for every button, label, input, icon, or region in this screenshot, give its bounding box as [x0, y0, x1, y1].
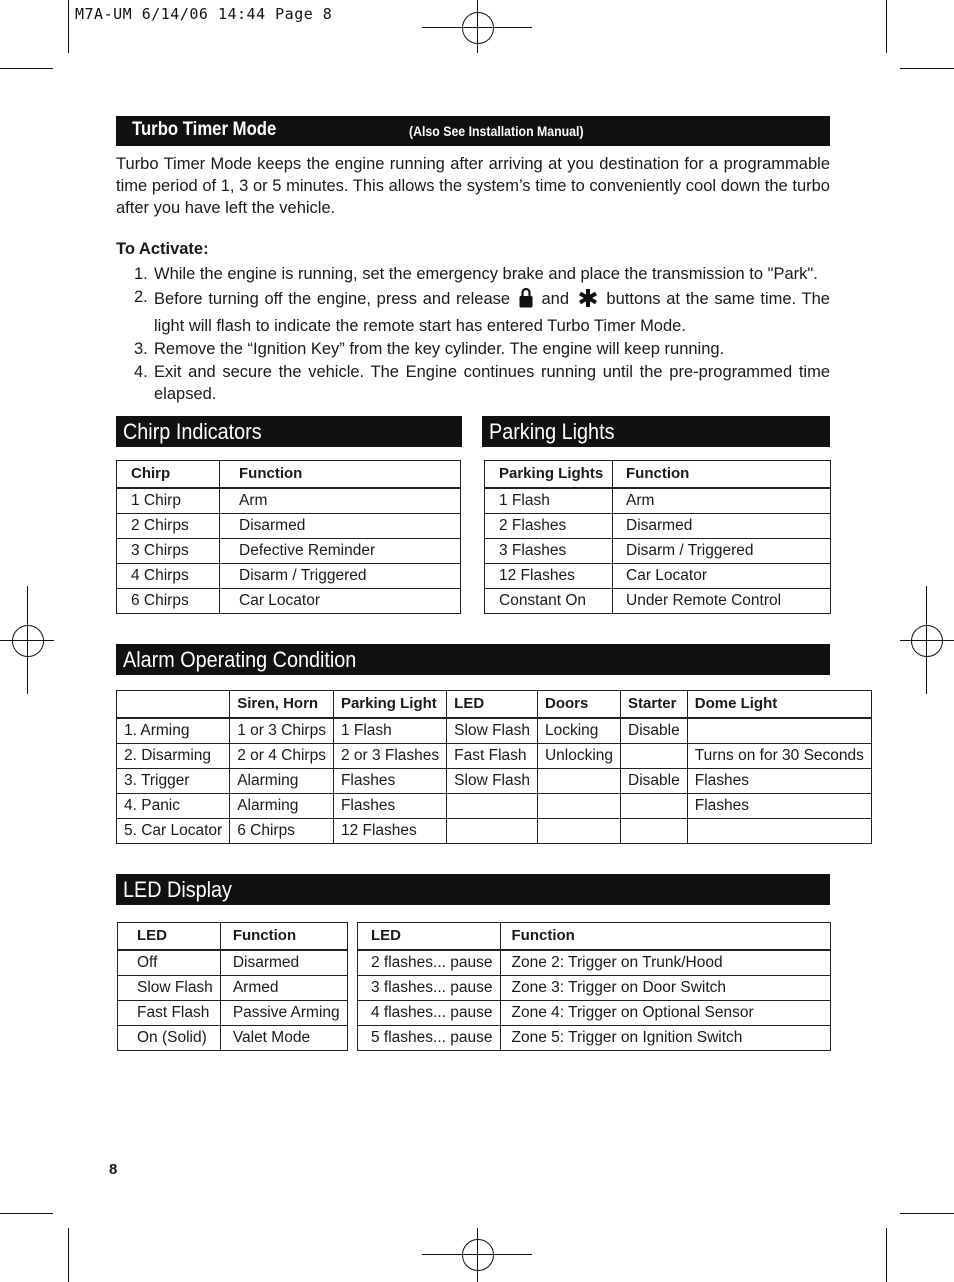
table-cell: Disable — [621, 769, 688, 794]
table-cell: 2. Disarming — [117, 744, 230, 769]
table-row — [117, 819, 872, 844]
led-display-header — [116, 874, 830, 905]
table-cell: 3. Trigger — [117, 769, 230, 794]
chirp-indicators-table — [116, 460, 461, 614]
table-cell: 5 flashes... pause — [358, 1026, 501, 1051]
parking-lights-table — [484, 460, 831, 614]
table-cell: 2 Chirps — [117, 514, 220, 539]
table-row — [117, 589, 461, 614]
table-cell: Slow Flash — [118, 976, 221, 1001]
alarm-condition-table — [116, 690, 872, 844]
description-line: time period of 1, 3 or 5 minutes. This allows the system’s time to conveniently cool down the turbo — [116, 177, 830, 195]
table-row — [117, 539, 461, 564]
step-1 — [116, 263, 830, 286]
table-row — [485, 514, 831, 539]
column-header: LED — [118, 923, 221, 951]
step-text: Remove the “Ignition Key” from the key cylinder. The engine will keep running. — [154, 339, 725, 358]
description-line: Turbo Timer Mode keeps the engine running after arriving at you destination for a programmable — [116, 155, 830, 173]
step-text-c: buttons at the same time. The light will flash to indicate the remote start has entered Turbo Timer Mode. — [154, 290, 830, 335]
parking-lights-header — [482, 416, 830, 447]
crop-mark — [68, 1228, 69, 1282]
table-header-row — [117, 691, 872, 719]
table-cell: 1 or 3 Chirps — [230, 718, 334, 744]
chirp-indicators-header — [116, 416, 462, 447]
table-cell: Zone 3: Trigger on Door Switch — [500, 976, 831, 1001]
table-cell: Zone 4: Trigger on Optional Sensor — [500, 1001, 831, 1026]
table-cell: Disarm / Triggered — [613, 539, 831, 564]
table-cell — [621, 744, 688, 769]
table-cell — [537, 794, 620, 819]
table-row — [485, 488, 831, 514]
table-cell: Passive Arming — [220, 1001, 347, 1026]
step-number: 1. — [134, 265, 148, 283]
alarm-condition-header — [116, 644, 830, 675]
page-number: 8 — [109, 1161, 118, 1178]
table-cell: Turns on for 30 Seconds — [687, 744, 871, 769]
table-cell: 3 flashes... pause — [358, 976, 501, 1001]
table-row — [485, 589, 831, 614]
table-cell: Locking — [537, 718, 620, 744]
table-cell: Disarmed — [613, 514, 831, 539]
table-row — [358, 1026, 831, 1051]
step-number: 2. — [134, 288, 148, 306]
column-header: Parking Lights — [485, 461, 613, 489]
crop-mark — [886, 0, 887, 53]
led-display-table-left — [117, 922, 348, 1051]
table-cell: Slow Flash — [447, 769, 538, 794]
lock-icon — [519, 286, 533, 315]
column-header: Function — [220, 923, 347, 951]
table-cell: 3 Chirps — [117, 539, 220, 564]
table-cell: Flashes — [687, 769, 871, 794]
table-cell: Disarmed — [220, 950, 347, 976]
table-cell: Slow Flash — [447, 718, 538, 744]
table-cell: Disarm / Triggered — [220, 564, 461, 589]
column-header: Chirp — [117, 461, 220, 489]
table-row — [485, 539, 831, 564]
turbo-timer-title: Turbo Timer Mode — [132, 119, 277, 140]
table-cell: Valet Mode — [220, 1026, 347, 1051]
table-cell: Arm — [220, 488, 461, 514]
table-row — [118, 950, 348, 976]
table-row — [358, 950, 831, 976]
table-cell: 2 or 4 Chirps — [230, 744, 334, 769]
column-header: Parking Light — [333, 691, 446, 719]
table-cell: Disarmed — [220, 514, 461, 539]
print-slug: M7A-UM 6/14/06 14:44 Page 8 — [75, 5, 333, 23]
crop-mark — [886, 1228, 887, 1282]
step-number: 4. — [134, 362, 148, 381]
table-cell: 3 Flashes — [485, 539, 613, 564]
column-header: Dome Light — [687, 691, 871, 719]
table-cell: 2 or 3 Flashes — [333, 744, 446, 769]
led-display-table-right — [357, 922, 831, 1051]
crop-mark — [900, 68, 954, 69]
table-cell: 1 Flash — [485, 488, 613, 514]
table-cell: 1. Arming — [117, 718, 230, 744]
turbo-timer-header — [116, 116, 830, 146]
step-number: 3. — [134, 339, 148, 358]
table-row — [117, 794, 872, 819]
table-cell — [687, 819, 871, 844]
table-cell: Car Locator — [220, 589, 461, 614]
asterisk-icon — [578, 288, 598, 315]
column-header: Function — [500, 923, 831, 951]
table-row — [358, 976, 831, 1001]
table-cell: Constant On — [485, 589, 613, 614]
table-cell: Flashes — [687, 794, 871, 819]
table-row — [117, 769, 872, 794]
crop-mark — [900, 1213, 954, 1214]
table-row — [117, 744, 872, 769]
table-cell: Disable — [621, 718, 688, 744]
table-cell: 1 Flash — [333, 718, 446, 744]
turbo-timer-note: (Also See Installation Manual) — [409, 123, 584, 139]
column-header: Siren, Horn — [230, 691, 334, 719]
column-header: Function — [220, 461, 461, 489]
table-cell: 4 flashes... pause — [358, 1001, 501, 1026]
table-cell — [621, 794, 688, 819]
table-row — [358, 1001, 831, 1026]
table-header-row — [117, 461, 461, 489]
table-cell: Zone 5: Trigger on Ignition Switch — [500, 1026, 831, 1051]
table-cell — [537, 819, 620, 844]
table-cell: 6 Chirps — [117, 589, 220, 614]
step-2 — [116, 286, 830, 337]
table-cell: Flashes — [333, 769, 446, 794]
table-cell — [687, 718, 871, 744]
parking-lights-title: Parking Lights — [489, 419, 615, 444]
crop-mark — [0, 1213, 53, 1214]
table-cell: 4 Chirps — [117, 564, 220, 589]
column-header: Function — [613, 461, 831, 489]
turbo-timer-description — [116, 153, 830, 219]
table-cell: 4. Panic — [117, 794, 230, 819]
column-header — [117, 691, 230, 719]
table-row — [485, 564, 831, 589]
table-cell: Zone 2: Trigger on Trunk/Hood — [500, 950, 831, 976]
table-row — [117, 514, 461, 539]
table-cell: Unlocking — [537, 744, 620, 769]
activate-label: To Activate: — [116, 240, 209, 258]
table-cell — [447, 819, 538, 844]
table-cell — [621, 819, 688, 844]
table-cell: Flashes — [333, 794, 446, 819]
table-cell: On (Solid) — [118, 1026, 221, 1051]
table-cell: Defective Reminder — [220, 539, 461, 564]
table-cell — [537, 769, 620, 794]
table-cell: Arm — [613, 488, 831, 514]
table-cell — [447, 794, 538, 819]
table-row — [118, 1001, 348, 1026]
table-cell: Fast Flash — [118, 1001, 221, 1026]
table-row — [117, 488, 461, 514]
table-cell: Fast Flash — [447, 744, 538, 769]
table-header-row — [118, 923, 348, 951]
table-cell: Alarming — [230, 794, 334, 819]
table-cell: 2 Flashes — [485, 514, 613, 539]
table-header-row — [358, 923, 831, 951]
table-cell: Off — [118, 950, 221, 976]
table-row — [117, 718, 872, 744]
table-row — [118, 1026, 348, 1051]
alarm-condition-title: Alarm Operating Condition — [123, 647, 357, 672]
led-display-title: LED Display — [123, 877, 232, 902]
table-cell: 2 flashes... pause — [358, 950, 501, 976]
table-cell: Under Remote Control — [613, 589, 831, 614]
column-header: Doors — [537, 691, 620, 719]
column-header: LED — [447, 691, 538, 719]
table-cell: Alarming — [230, 769, 334, 794]
table-row — [118, 976, 348, 1001]
chirp-indicators-title: Chirp Indicators — [123, 419, 262, 444]
table-row — [117, 564, 461, 589]
table-cell: 5. Car Locator — [117, 819, 230, 844]
column-header: LED — [358, 923, 501, 951]
step-4 — [116, 361, 830, 406]
table-header-row — [485, 461, 831, 489]
crop-mark — [0, 68, 53, 69]
table-cell: Car Locator — [613, 564, 831, 589]
step-text-b: and — [541, 290, 570, 308]
activation-steps — [116, 263, 830, 406]
crop-mark — [68, 0, 69, 53]
table-cell: 12 Flashes — [485, 564, 613, 589]
step-text: While the engine is running, set the emergency brake and place the transmission to "Park". — [154, 265, 818, 283]
step-3 — [116, 338, 830, 361]
table-cell: 12 Flashes — [333, 819, 446, 844]
column-header: Starter — [621, 691, 688, 719]
description-line: after you have left the vehicle. — [116, 199, 336, 217]
step-text-a: Before turning off the engine, press and release — [154, 290, 511, 308]
step-text: Exit and secure the vehicle. The Engine continues running until the pre-programmed time elapsed. — [154, 362, 830, 403]
table-cell: 6 Chirps — [230, 819, 334, 844]
table-cell: 1 Chirp — [117, 488, 220, 514]
table-cell: Armed — [220, 976, 347, 1001]
